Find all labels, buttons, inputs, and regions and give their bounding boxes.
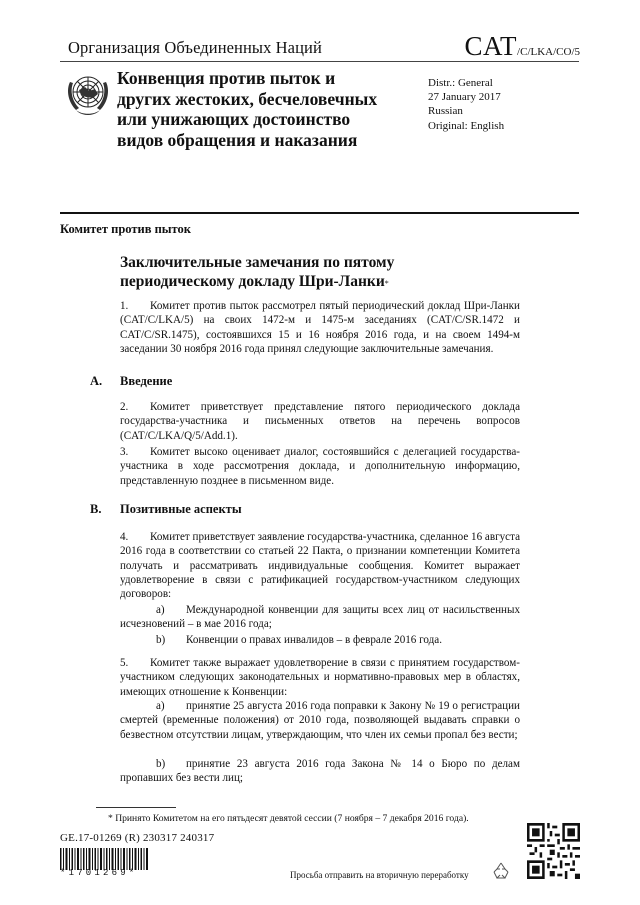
subparagraph-text: Международной конвенции для защиты всех лиц от насильственных исчезновений – в мае 2016 года; (120, 604, 520, 631)
section-title: Введение (120, 374, 173, 388)
subparagraph-5a (120, 699, 520, 742)
distr-date: 27 January 2017 (428, 91, 501, 104)
convention-line: Конвенция против пыток и (117, 68, 336, 88)
section-letter: A. (90, 374, 103, 388)
section-heading-a (90, 374, 172, 389)
symbol-suffix: /C/LKA/CO/5 (517, 46, 580, 58)
organization-name: Организация Объединенных Наций (68, 38, 322, 57)
distr-language: Russian (428, 105, 463, 118)
convention-line: видов обращения и наказания (117, 129, 358, 150)
footnote-rule (96, 807, 176, 808)
symbol-main: CAT (464, 31, 518, 61)
section-rule (60, 212, 579, 214)
paragraph-3 (120, 445, 520, 488)
paragraph-text: Комитет приветствует представление пятого периодического доклада государства-участника и письменных ответов на перечень вопросов (CAT/C/LKA/Q/5/Add.1). (120, 401, 520, 442)
job-number: GE.17-01269 (R) 230317 240317 (60, 832, 215, 844)
subparagraph-letter: a) (156, 604, 165, 616)
paragraph-2 (120, 400, 520, 443)
convention-line: других жестоких, бесчеловечных (117, 88, 378, 109)
paragraph-text: Комитет также выражает удовлетворение в связи с принятием государством-участником следующих законодательных и нормативно-правовых мер в областях, имеющих отношение к Конвенции: (120, 657, 520, 698)
document-symbol (465, 31, 580, 62)
title-line: периодическому докладу Шри-Ланки (120, 273, 385, 290)
subparagraph-4b (120, 633, 520, 647)
subparagraph-letter: a) (156, 700, 165, 712)
subparagraph-text: Конвенции о правах инвалидов – в феврале 2016 года. (186, 634, 442, 646)
section-heading-b (90, 502, 242, 517)
section-letter: B. (90, 502, 102, 516)
paragraph-number: 2. (120, 401, 129, 413)
subparagraph-text: принятие 23 августа 2016 года Закона № 14 о Бюро по делам пропавших без вести лиц; (120, 758, 520, 785)
section-title: Позитивные аспекты (120, 502, 242, 516)
recycle-note: Просьба отправить на вторичную переработку (290, 870, 469, 880)
paragraph-4 (120, 530, 520, 601)
paragraph-text: Комитет приветствует заявление государства-участника, сделанное 16 августа 2016 года в соответствии со статьей 22 Пакта, о признании компетенции Комитета получать и рассматривать индивидуальные сообщения. Комитет выражает удовлетворение в связи с ратификацией государством-участником следующих договоров: (120, 531, 521, 601)
paragraph-number: 3. (120, 446, 129, 458)
paragraph-1 (120, 299, 520, 356)
committee-name: Комитет против пыток (60, 222, 191, 236)
header-rule (60, 61, 579, 62)
title-line: Заключительные замечания по пятому (120, 254, 395, 271)
recycle-icon (490, 860, 512, 882)
paragraph-text: Комитет высоко оценивает диалог, состоявшийся с делегацией государства-участника в ходе рассмотрения доклада, и дополнительную информацию, представленную позднее в письменном виде. (120, 446, 520, 487)
barcode-icon (60, 848, 150, 870)
paragraph-5 (120, 656, 520, 699)
subparagraph-letter: b) (156, 758, 166, 770)
convention-title (117, 68, 417, 150)
qr-code-icon (527, 823, 580, 879)
paragraph-number: 4. (120, 531, 129, 543)
subparagraph-text: принятие 25 августа 2016 года поправки к Закону № 19 о регистрации смертей (временные положения) от 2010 года, позволяющей выдавать справки о безвестном отсутствии лицам, утверждающим, что член их семьи пропал без вести; (120, 700, 520, 741)
paragraph-text: Комитет против пыток рассмотрел пятый периодический доклад Шри-Ланки (CAT/C/LKA/5) на своих 1472-м и 1475-м заседаниях (CAT/C/SR.1472 и CAT/C/SR.1475), состоявшихся 15 и 16 ноября 2016 года, и на своем 1494-м заседании 30 ноября 2016 года принял следующие заключительные замечания. (120, 300, 520, 355)
footnote-mark[interactable]: * (384, 279, 389, 288)
barcode-number: *1701269* (60, 868, 138, 878)
convention-line: или унижающих достоинство (117, 109, 351, 129)
footnote: * Принято Комитетом на его пятьдесят девятой сессии (7 ноября – 7 декабря 2016 года). (108, 813, 469, 824)
un-emblem-icon (62, 68, 114, 120)
document-title (120, 253, 560, 291)
paragraph-number: 5. (120, 657, 129, 669)
distribution-info (428, 76, 504, 133)
subparagraph-5b (120, 757, 520, 786)
subparagraph-letter: b) (156, 634, 166, 646)
paragraph-number: 1. (120, 300, 129, 312)
distr-original: Original: English (428, 119, 505, 132)
subparagraph-4a (120, 603, 520, 632)
distr-label: Distr.: General (428, 77, 493, 89)
